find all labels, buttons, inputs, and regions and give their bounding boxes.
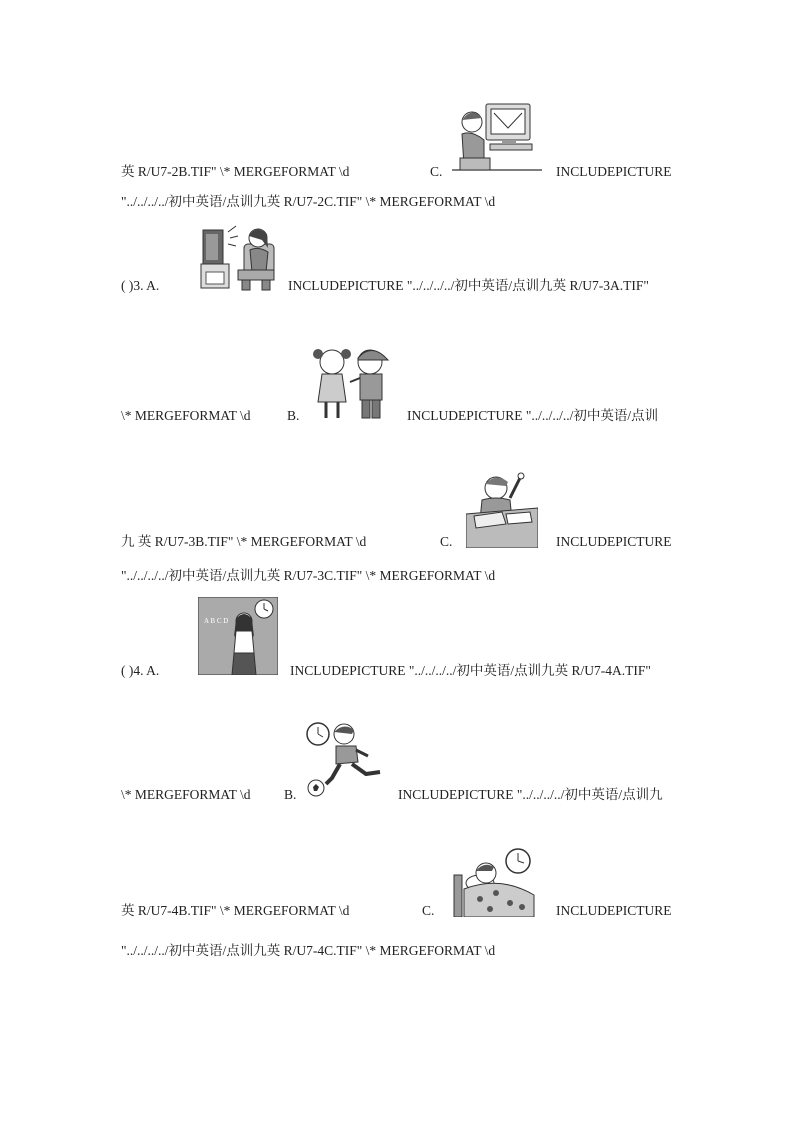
picture-boy-in-bed <box>450 845 536 917</box>
text-line-1: 英 R/U7-2B.TIF" \* MERGEFORMAT \d <box>121 164 350 179</box>
text-line-2: "../../../../初中英语/点训九英 R/U7-2C.TIF" \* MERGEFORMAT \d <box>121 194 496 209</box>
picture-boy-playing-football <box>304 720 390 802</box>
text-line-6: "../../../../初中英语/点训九英 R/U7-3C.TIF" \* MERGEFORMAT \d <box>121 568 496 583</box>
includepicture-field: INCLUDEPICTURE "../../../../初中英语/点训九英 R/U7-4A.TIF" <box>290 663 651 678</box>
option-c-label: C. <box>430 164 443 179</box>
includepicture-field: INCLUDEPICTURE <box>556 534 672 549</box>
question-4-label: ( )4. A. <box>121 663 160 678</box>
picture-teacher-at-blackboard <box>198 597 278 675</box>
text-line-10: "../../../../初中英语/点训九英 R/U7-4C.TIF" \* MERGEFORMAT \d <box>121 943 496 958</box>
picture-boy-at-desk <box>466 470 538 548</box>
picture-girl-watching-tv <box>198 222 278 292</box>
text-line-4: \* MERGEFORMAT \d <box>121 408 251 423</box>
option-c-label: C. <box>422 903 435 918</box>
includepicture-field: INCLUDEPICTURE <box>556 164 672 179</box>
blackboard-text: A B C D <box>204 617 229 625</box>
includepicture-field: INCLUDEPICTURE <box>556 903 672 918</box>
option-b-label: B. <box>284 787 297 802</box>
includepicture-field: INCLUDEPICTURE "../../../../初中英语/点训九 <box>398 787 663 802</box>
picture-boy-at-computer <box>450 100 545 175</box>
includepicture-field: INCLUDEPICTURE "../../../../初中英语/点训九英 R/U7-3A.TIF" <box>288 278 649 293</box>
includepicture-field: INCLUDEPICTURE "../../../../初中英语/点训 <box>407 408 659 423</box>
option-c-label: C. <box>440 534 453 549</box>
text-line-8: \* MERGEFORMAT \d <box>121 787 251 802</box>
text-line-9: 英 R/U7-4B.TIF" \* MERGEFORMAT \d <box>121 903 350 918</box>
question-3-label: ( )3. A. <box>121 278 160 293</box>
picture-boy-and-girl-talking <box>304 344 396 424</box>
option-b-label: B. <box>287 408 300 423</box>
text-line-5: 九 英 R/U7-3B.TIF" \* MERGEFORMAT \d <box>121 534 367 549</box>
